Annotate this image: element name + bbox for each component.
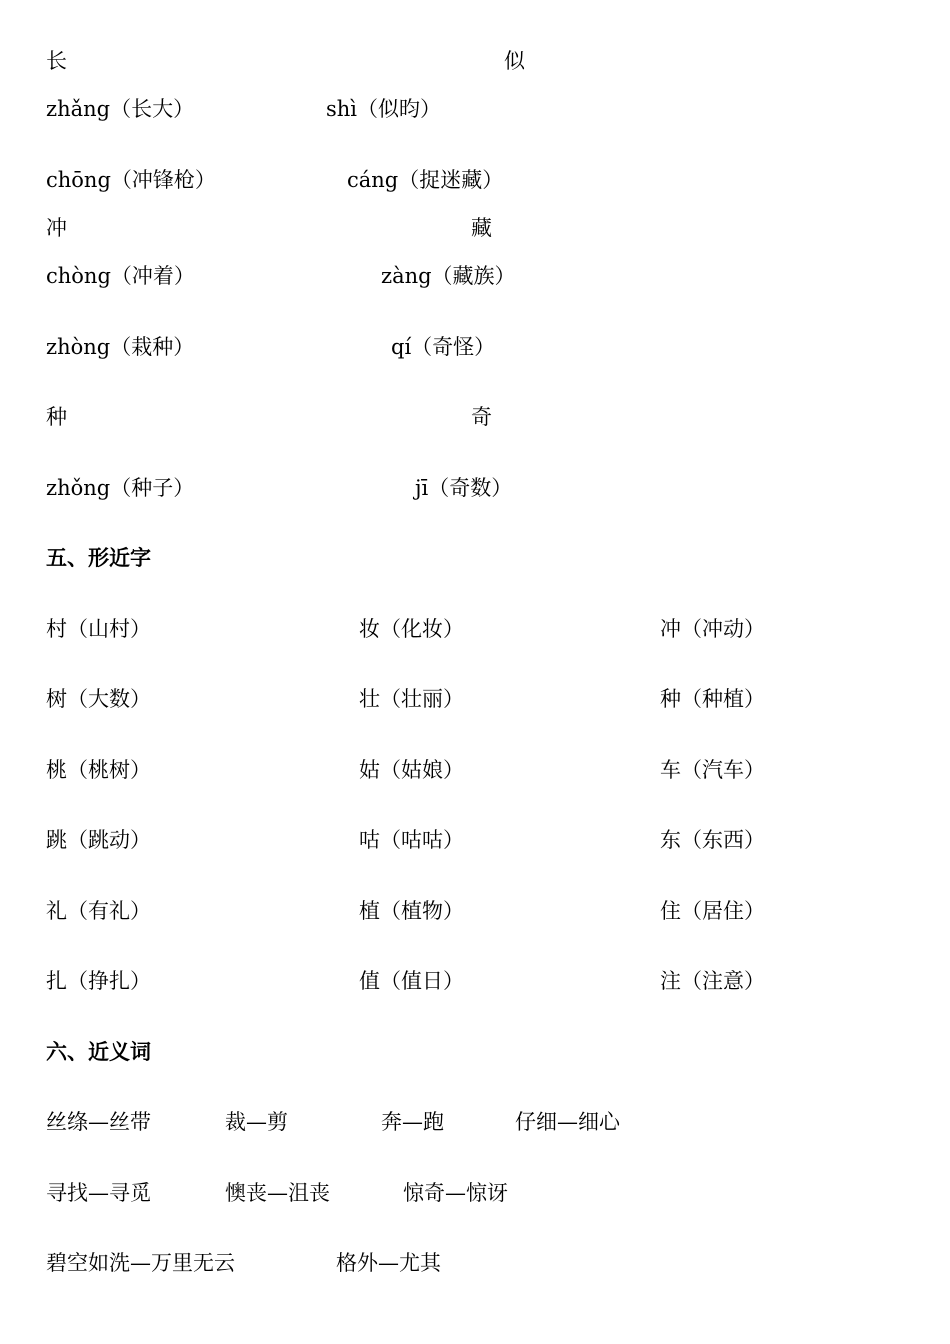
synonym-pair: 格外—尤其 <box>336 1251 441 1275</box>
char-cang: 藏 <box>471 216 492 240</box>
char-si: 似 <box>504 49 525 73</box>
char-zhong: 种 <box>46 405 67 429</box>
synonym-pair: 惊奇—惊讶 <box>403 1181 508 1205</box>
pinyin-zang: zàng（藏族） <box>381 264 516 288</box>
similar-char-item: 值（值日） <box>359 969 464 993</box>
pinyin-chong4: chòng（冲着） <box>46 264 195 288</box>
synonym-pair: 寻找—寻觅 <box>46 1181 151 1205</box>
synonym-pair: 丝绦—丝带 <box>46 1110 151 1134</box>
synonym-pair: 碧空如洗—万里无云 <box>46 1251 235 1275</box>
pinyin-zhong3: zhǒng（种子） <box>46 476 195 500</box>
similar-char-item: 树（大数） <box>46 687 151 711</box>
pinyin-qi: qí（奇怪） <box>391 335 496 359</box>
synonym-pair: 奔—跑 <box>381 1110 444 1134</box>
pinyin-chong1: chōng（冲锋枪） <box>46 168 216 192</box>
similar-char-item: 礼（有礼） <box>46 899 151 923</box>
synonym-pair: 懊丧—沮丧 <box>225 1181 330 1205</box>
synonym-pair: 裁—剪 <box>225 1110 288 1134</box>
similar-char-item: 住（居住） <box>660 899 765 923</box>
similar-char-item: 扎（挣扎） <box>46 969 151 993</box>
similar-char-item: 跳（跳动） <box>46 828 151 852</box>
similar-char-item: 姑（姑娘） <box>359 758 464 782</box>
char-qi: 奇 <box>471 405 492 429</box>
pinyin-cang: cáng（捉迷藏） <box>347 168 504 192</box>
pinyin-ji: jī（奇数） <box>415 476 513 500</box>
similar-char-item: 东（东西） <box>660 828 765 852</box>
similar-char-item: 壮（壮丽） <box>359 687 464 711</box>
section-title-similar-chars: 五、形近字 <box>46 546 151 570</box>
pinyin-zhong4: zhòng（栽种） <box>46 335 195 359</box>
similar-char-item: 村（山村） <box>46 617 151 641</box>
similar-char-item: 植（植物） <box>359 899 464 923</box>
char-zhang: 长 <box>46 49 67 73</box>
similar-char-item: 妆（化妆） <box>359 617 464 641</box>
section-title-synonyms: 六、近义词 <box>46 1040 151 1064</box>
similar-char-item: 车（汽车） <box>660 758 765 782</box>
similar-char-item: 种（种植） <box>660 687 765 711</box>
similar-char-item: 桃（桃树） <box>46 758 151 782</box>
pinyin-zhang: zhǎng（长大） <box>46 97 195 121</box>
similar-char-item: 咕（咕咕） <box>359 828 464 852</box>
char-chong: 冲 <box>46 216 67 240</box>
similar-char-item: 注（注意） <box>660 969 765 993</box>
similar-char-item: 冲（冲动） <box>660 617 765 641</box>
pinyin-shi: shì（似昀） <box>326 97 442 121</box>
synonym-pair: 仔细—细心 <box>515 1110 620 1134</box>
